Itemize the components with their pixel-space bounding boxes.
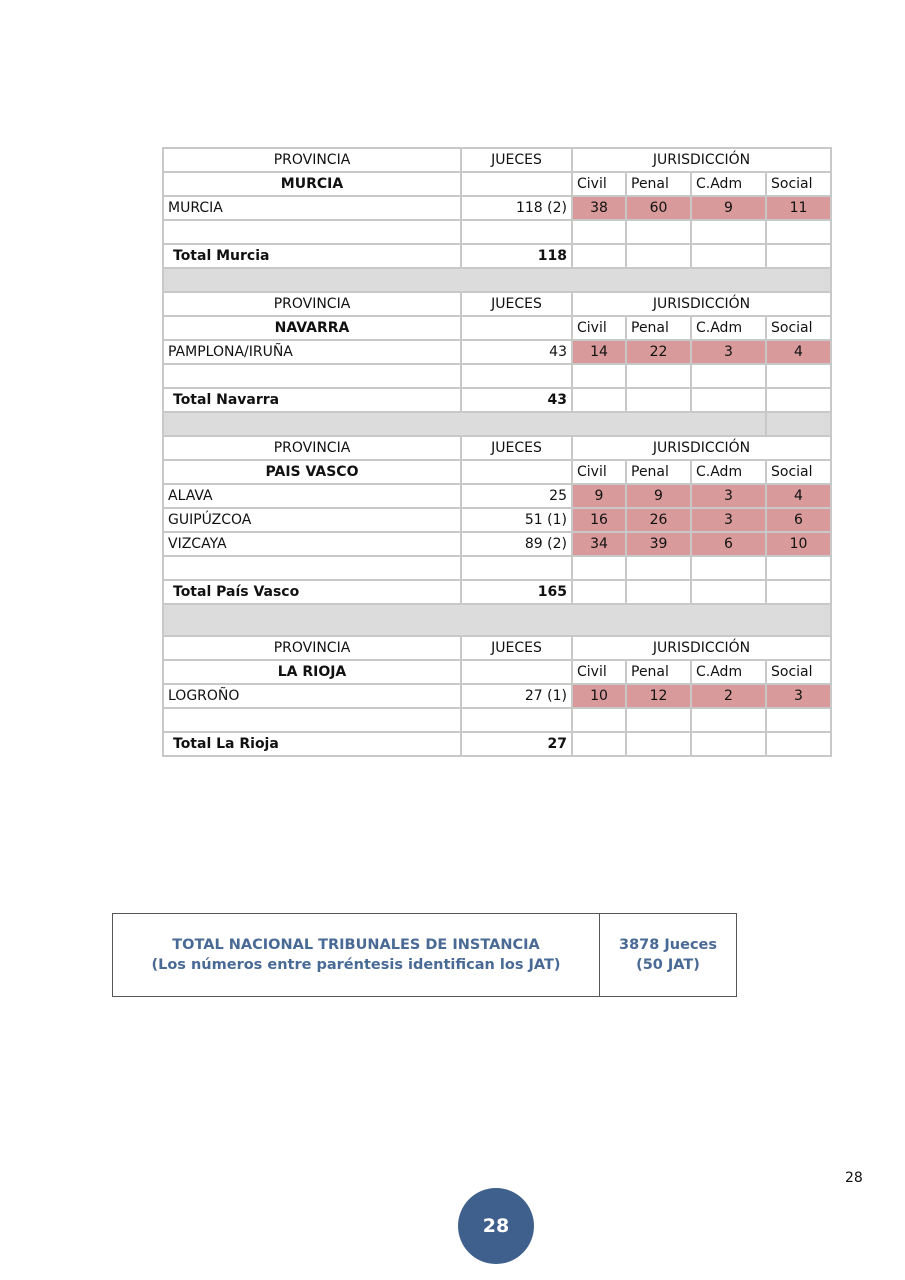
col-penal: Penal: [626, 172, 691, 196]
region-name: LA RIOJA: [163, 660, 461, 684]
national-total-box: [112, 913, 737, 997]
jueces-value: 25: [461, 484, 572, 508]
social-value: 11: [766, 196, 831, 220]
jueces-header: JUECES: [461, 636, 572, 660]
provincia-header: PROVINCIA: [163, 292, 461, 316]
total-value: 27: [461, 732, 572, 756]
total-label: Total Navarra: [163, 388, 461, 412]
social-value: 6: [766, 508, 831, 532]
city-name: MURCIA: [163, 196, 461, 220]
region-row: [163, 316, 831, 340]
page-number-badge: 28: [458, 1188, 534, 1264]
col-cadm: C.Adm: [691, 460, 766, 484]
civil-value: 38: [572, 196, 626, 220]
jueces-value: 43: [461, 340, 572, 364]
city-name: GUIPÚZCOA: [163, 508, 461, 532]
section-header-row: [163, 292, 831, 316]
empty-cell: [461, 460, 572, 484]
table-row: [163, 484, 831, 508]
separator-row: [163, 412, 831, 436]
col-civil: Civil: [572, 172, 626, 196]
cadm-value: 3: [691, 340, 766, 364]
blank-row: [163, 220, 831, 244]
civil-value: 34: [572, 532, 626, 556]
civil-value: 10: [572, 684, 626, 708]
national-total-jueces: 3878 Jueces: [618, 937, 718, 953]
col-cadm: C.Adm: [691, 172, 766, 196]
col-cadm: C.Adm: [691, 316, 766, 340]
region-name: NAVARRA: [163, 316, 461, 340]
jueces-table: [162, 147, 832, 757]
social-value: 4: [766, 484, 831, 508]
penal-value: 26: [626, 508, 691, 532]
region-name: MURCIA: [163, 172, 461, 196]
blank-row: [163, 708, 831, 732]
city-name: LOGROÑO: [163, 684, 461, 708]
penal-value: 9: [626, 484, 691, 508]
jueces-header: JUECES: [461, 292, 572, 316]
social-value: 4: [766, 340, 831, 364]
national-total-note: (Los números entre paréntesis identifican los JAT): [151, 957, 561, 973]
col-social: Social: [766, 460, 831, 484]
col-civil: Civil: [572, 316, 626, 340]
cadm-value: 6: [691, 532, 766, 556]
section-header-row: [163, 148, 831, 172]
national-total-value: [600, 914, 736, 996]
jurisdiccion-header: JURISDICCIÓN: [572, 292, 831, 316]
total-label: Total País Vasco: [163, 580, 461, 604]
jueces-value: 27 (1): [461, 684, 572, 708]
separator-row: [163, 268, 831, 292]
cadm-value: 3: [691, 484, 766, 508]
total-label: Total Murcia: [163, 244, 461, 268]
col-social: Social: [766, 316, 831, 340]
blank-row: [163, 364, 831, 388]
separator-row: [163, 604, 831, 636]
total-row: [163, 244, 831, 268]
penal-value: 22: [626, 340, 691, 364]
col-cadm: C.Adm: [691, 660, 766, 684]
jurisdiccion-header: JURISDICCIÓN: [572, 436, 831, 460]
social-value: 3: [766, 684, 831, 708]
section-header-row: [163, 436, 831, 460]
empty-cell: [461, 316, 572, 340]
blank-row: [163, 556, 831, 580]
col-social: Social: [766, 172, 831, 196]
region-row: [163, 460, 831, 484]
total-value: 118: [461, 244, 572, 268]
national-total-title: TOTAL NACIONAL TRIBUNALES DE INSTANCIA: [172, 937, 540, 953]
empty-cell: [461, 660, 572, 684]
civil-value: 9: [572, 484, 626, 508]
total-label: Total La Rioja: [163, 732, 461, 756]
region-row: [163, 172, 831, 196]
empty-cell: [461, 172, 572, 196]
cadm-value: 2: [691, 684, 766, 708]
jueces-value: 89 (2): [461, 532, 572, 556]
civil-value: 16: [572, 508, 626, 532]
provincia-header: PROVINCIA: [163, 148, 461, 172]
col-penal: Penal: [626, 660, 691, 684]
col-civil: Civil: [572, 460, 626, 484]
cadm-value: 9: [691, 196, 766, 220]
region-row: [163, 660, 831, 684]
total-value: 165: [461, 580, 572, 604]
region-name: PAIS VASCO: [163, 460, 461, 484]
city-name: ALAVA: [163, 484, 461, 508]
table-row: [163, 340, 831, 364]
jueces-header: JUECES: [461, 148, 572, 172]
national-total-label: [113, 914, 600, 996]
table-row: [163, 532, 831, 556]
penal-value: 39: [626, 532, 691, 556]
jueces-header: JUECES: [461, 436, 572, 460]
cadm-value: 3: [691, 508, 766, 532]
total-row: [163, 388, 831, 412]
col-social: Social: [766, 660, 831, 684]
table-row: [163, 196, 831, 220]
penal-value: 60: [626, 196, 691, 220]
provincia-header: PROVINCIA: [163, 436, 461, 460]
city-name: PAMPLONA/IRUÑA: [163, 340, 461, 364]
total-value: 43: [461, 388, 572, 412]
jurisdiccion-header: JURISDICCIÓN: [572, 636, 831, 660]
city-name: VIZCAYA: [163, 532, 461, 556]
section-header-row: [163, 636, 831, 660]
civil-value: 14: [572, 340, 626, 364]
national-total-jat: (50 JAT): [636, 957, 700, 973]
table-row: [163, 684, 831, 708]
total-row: [163, 732, 831, 756]
total-row: [163, 580, 831, 604]
jueces-value: 51 (1): [461, 508, 572, 532]
col-civil: Civil: [572, 660, 626, 684]
jurisdiccion-header: JURISDICCIÓN: [572, 148, 831, 172]
col-penal: Penal: [626, 460, 691, 484]
jueces-value: 118 (2): [461, 196, 572, 220]
penal-value: 12: [626, 684, 691, 708]
page-number: 28: [845, 1170, 863, 1186]
table-row: [163, 508, 831, 532]
provincia-header: PROVINCIA: [163, 636, 461, 660]
social-value: 10: [766, 532, 831, 556]
col-penal: Penal: [626, 316, 691, 340]
